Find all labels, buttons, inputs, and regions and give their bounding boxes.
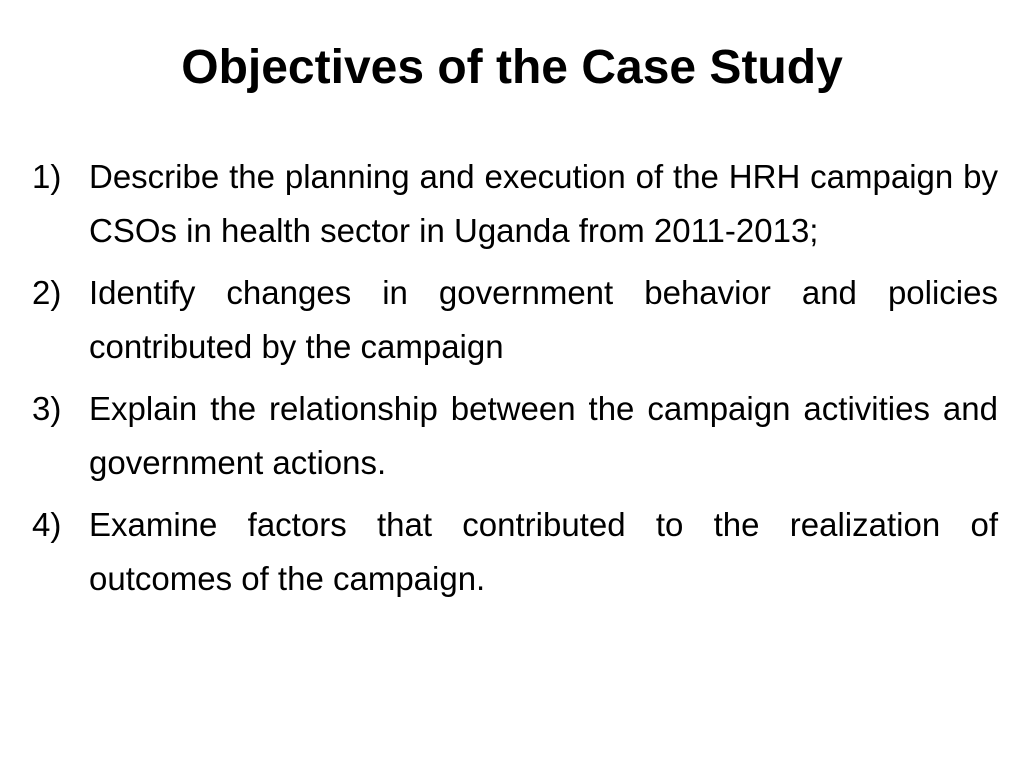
objective-text: Examine factors that contributed to the realization of outcomes of the campaign. xyxy=(89,506,998,597)
objective-item xyxy=(32,382,998,490)
objective-text: Identify changes in government behavior and policies contributed by the campaign xyxy=(89,274,998,365)
objective-number: 2) xyxy=(32,274,62,311)
slide-title: Objectives of the Case Study xyxy=(181,41,843,94)
objective-number: 4) xyxy=(32,506,62,543)
objective-text: Describe the planning and execution of the HRH campaign by CSOs in health sector in Uganda from 2011-2013; xyxy=(89,158,998,249)
objective-item xyxy=(32,498,998,606)
objective-item xyxy=(32,266,998,374)
objectives-list xyxy=(32,150,998,614)
objective-text: Explain the relationship between the campaign activities and government actions. xyxy=(89,390,998,481)
objective-number: 3) xyxy=(32,390,62,427)
objective-number: 1) xyxy=(32,158,62,195)
objective-item xyxy=(32,150,998,258)
